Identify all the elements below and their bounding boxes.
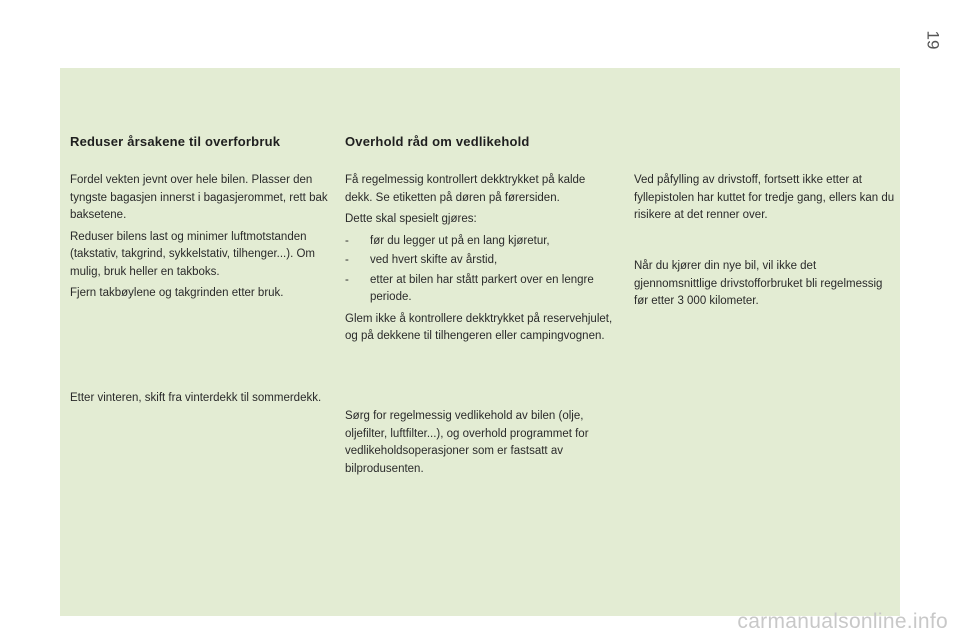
heading-maintenance: Overhold råd om vedlikehold [345, 134, 530, 149]
paragraph-load: Reduser bilens last og minimer luftmotstanden (takstativ, takgrind, sykkelstativ, tilhenger...). Om mulig, bruk heller en takboks. [70, 230, 315, 278]
paragraph-new-car: Når du kjører din nye bil, vil ikke det gjennomsnittlige drivstofforbruket bli regelmessig før etter 3 000 kilometer. [634, 260, 883, 307]
paragraph-spare-wheel: Glem ikke å kontrollere dekktrykket på reservehjulet, og på dekkene til tilhengeren eller campingvognen. [345, 312, 613, 342]
tyre-check-list [345, 233, 615, 307]
service-block [345, 408, 615, 478]
paragraph-tyre-pressure: Få regelmessig kontrollert dekktrykket på kalde dekk. Se etiketten på døren på førersiden. [345, 174, 586, 204]
list-item: - før du legger ut på en lang kjøretur, [345, 233, 615, 251]
page-number: 19 [923, 30, 943, 50]
paragraph-refuel: Ved påfylling av drivstoff, fortsett ikke etter at fyllepistolen har kuttet for tredje gang, ellers kan du risikere at det renner over. [634, 174, 895, 221]
content-panel [60, 68, 900, 616]
list-item: - etter at bilen har stått parkert over en lengre periode. [345, 272, 615, 307]
paragraph-weight: Fordel vekten jevnt over hele bilen. Plasser den tyngste bagasjen innerst i bagasjerommet, rett bak baksetene. [70, 174, 328, 221]
list-item: - ved hvert skifte av årstid, [345, 252, 615, 270]
heading-reduce-causes: Reduser årsakene til overforbruk [70, 134, 281, 149]
refuel-block [634, 172, 896, 225]
new-car-block [634, 258, 896, 311]
watermark: carmanualsonline.info [737, 610, 948, 633]
paragraph-service: Sørg for regelmessig vedlikehold av bilen (olje, oljefilter, luftfilter...), og overhold programmet for vedlikeholdsoperasjoner som er fastsatt av bilprodusenten. [345, 410, 589, 475]
paragraph-roof-bars: Fjern takbøylene og takgrinden etter bruk. [70, 287, 284, 299]
tyre-pressure-block [345, 172, 615, 346]
winter-tyres-block [70, 390, 332, 408]
overconsumption-tips [70, 172, 332, 303]
paragraph-winter-tyres: Etter vinteren, skift fra vinterdekk til sommerdekk. [70, 392, 322, 404]
paragraph-list-intro: Dette skal spesielt gjøres: [345, 213, 477, 225]
